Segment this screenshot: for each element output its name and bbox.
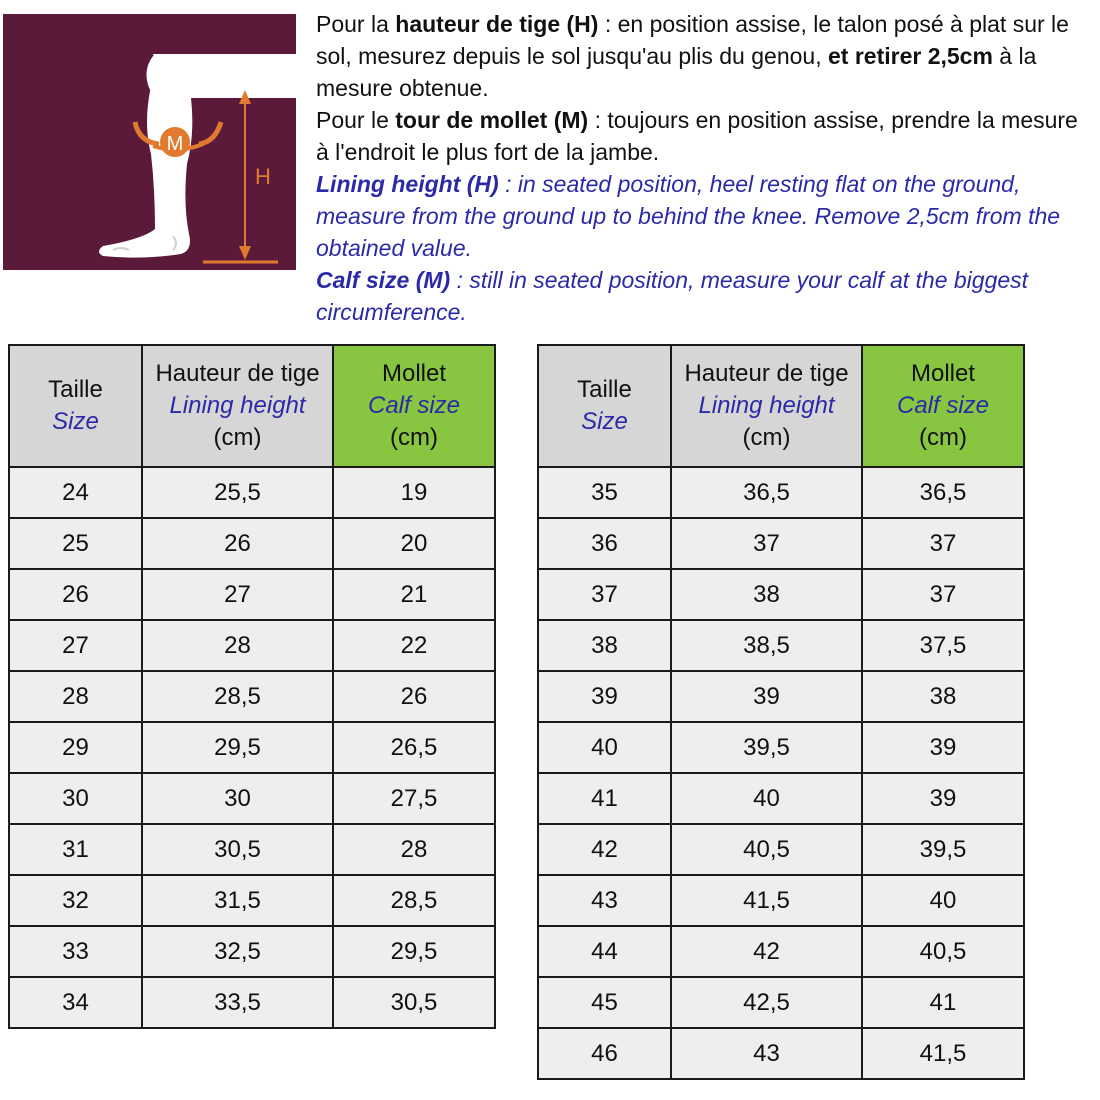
calf-cell: 41 — [862, 977, 1024, 1028]
table-row — [9, 620, 495, 671]
height-cell: 43 — [671, 1028, 862, 1079]
calf-cell: 38 — [862, 671, 1024, 722]
size-table-left — [8, 344, 496, 1029]
measurement-instructions — [316, 8, 1096, 328]
calf-cell: 36,5 — [862, 467, 1024, 518]
table-row — [538, 620, 1024, 671]
table-row — [9, 977, 495, 1028]
calf-cell: 37 — [862, 569, 1024, 620]
height-cell: 38,5 — [671, 620, 862, 671]
table-row — [538, 926, 1024, 977]
height-cell: 42,5 — [671, 977, 862, 1028]
table-row — [538, 722, 1024, 773]
size-cell: 34 — [9, 977, 142, 1028]
height-cell: 31,5 — [142, 875, 333, 926]
calf-cell: 39,5 — [862, 824, 1024, 875]
size-cell: 39 — [538, 671, 671, 722]
fr-height-instruction: Pour la hauteur de tige (H) : en position assise, le talon posé à plat sur le sol, mesurez depuis le sol jusqu'au plis du genou, et retirer 2,5cm à la mesure obtenue. — [316, 11, 1069, 101]
table-row — [538, 467, 1024, 518]
size-cell: 27 — [9, 620, 142, 671]
size-cell: 36 — [538, 518, 671, 569]
table-row — [9, 518, 495, 569]
calf-cell: 22 — [333, 620, 495, 671]
size-table-right — [537, 344, 1025, 1080]
size-cell: 40 — [538, 722, 671, 773]
height-cell: 25,5 — [142, 467, 333, 518]
size-cell: 33 — [9, 926, 142, 977]
calf-cell: 26,5 — [333, 722, 495, 773]
height-cell: 27 — [142, 569, 333, 620]
calf-cell: 39 — [862, 722, 1024, 773]
calf-cell: 29,5 — [333, 926, 495, 977]
size-cell: 45 — [538, 977, 671, 1028]
size-cell: 42 — [538, 824, 671, 875]
size-column-header: Taille Size — [9, 345, 142, 467]
table-row — [9, 824, 495, 875]
table-row — [538, 875, 1024, 926]
size-cell: 46 — [538, 1028, 671, 1079]
height-cell: 42 — [671, 926, 862, 977]
calf-cell: 26 — [333, 671, 495, 722]
size-cell: 26 — [9, 569, 142, 620]
calf-cell: 40,5 — [862, 926, 1024, 977]
height-column-header: Hauteur de tige Lining height (cm) — [671, 345, 862, 467]
calf-cell: 27,5 — [333, 773, 495, 824]
height-cell: 38 — [671, 569, 862, 620]
height-cell: 32,5 — [142, 926, 333, 977]
height-cell: 40 — [671, 773, 862, 824]
fr-calf-instruction: Pour le tour de mollet (M) : toujours en position assise, prendre la mesure à l'endroit le plus fort de la jambe. — [316, 107, 1078, 165]
calf-cell: 37 — [862, 518, 1024, 569]
height-marker-label: H — [255, 164, 271, 189]
size-cell: 24 — [9, 467, 142, 518]
table-row — [9, 875, 495, 926]
leg-measurement-illustration — [3, 14, 296, 270]
calf-cell: 40 — [862, 875, 1024, 926]
table-row — [9, 467, 495, 518]
en-height-instruction: Lining height (H) : in seated position, heel resting flat on the ground, measure from the ground up to behind the knee. Remove 2,5cm from the obtained value. — [316, 171, 1061, 261]
height-cell: 30,5 — [142, 824, 333, 875]
size-cell: 35 — [538, 467, 671, 518]
height-cell: 30 — [142, 773, 333, 824]
calf-column-header: Mollet Calf size (cm) — [862, 345, 1024, 467]
size-cell: 28 — [9, 671, 142, 722]
calf-cell: 28,5 — [333, 875, 495, 926]
table-row — [538, 518, 1024, 569]
calf-cell: 39 — [862, 773, 1024, 824]
height-cell: 39,5 — [671, 722, 862, 773]
height-cell: 26 — [142, 518, 333, 569]
height-cell: 29,5 — [142, 722, 333, 773]
size-cell: 37 — [538, 569, 671, 620]
height-column-header: Hauteur de tige Lining height (cm) — [142, 345, 333, 467]
table-row — [538, 569, 1024, 620]
en-calf-instruction: Calf size (M) : still in seated position, measure your calf at the biggest circumference. — [316, 267, 1029, 325]
size-cell: 41 — [538, 773, 671, 824]
calf-marker-label: M — [166, 133, 184, 155]
table-row — [538, 671, 1024, 722]
lower-leg-shape — [99, 86, 192, 258]
leg-icon — [3, 14, 296, 270]
table-row — [9, 722, 495, 773]
calf-cell: 37,5 — [862, 620, 1024, 671]
table-row — [9, 926, 495, 977]
size-cell: 29 — [9, 722, 142, 773]
calf-cell: 20 — [333, 518, 495, 569]
table-row — [538, 1028, 1024, 1079]
height-cell: 39 — [671, 671, 862, 722]
size-cell: 38 — [538, 620, 671, 671]
height-cell: 41,5 — [671, 875, 862, 926]
height-cell: 33,5 — [142, 977, 333, 1028]
size-cell: 43 — [538, 875, 671, 926]
height-cell: 28,5 — [142, 671, 333, 722]
calf-cell: 30,5 — [333, 977, 495, 1028]
table-row — [9, 671, 495, 722]
height-cell: 28 — [142, 620, 333, 671]
height-cell: 37 — [671, 518, 862, 569]
table-row — [538, 977, 1024, 1028]
table-row — [9, 773, 495, 824]
size-column-header: Taille Size — [538, 345, 671, 467]
calf-cell: 41,5 — [862, 1028, 1024, 1079]
size-cell: 30 — [9, 773, 142, 824]
table-row — [9, 569, 495, 620]
calf-cell: 19 — [333, 467, 495, 518]
size-cell: 44 — [538, 926, 671, 977]
size-cell: 31 — [9, 824, 142, 875]
table-row — [538, 824, 1024, 875]
calf-cell: 21 — [333, 569, 495, 620]
height-cell: 40,5 — [671, 824, 862, 875]
size-cell: 25 — [9, 518, 142, 569]
size-cell: 32 — [9, 875, 142, 926]
table-row — [538, 773, 1024, 824]
calf-column-header: Mollet Calf size (cm) — [333, 345, 495, 467]
height-cell: 36,5 — [671, 467, 862, 518]
calf-cell: 28 — [333, 824, 495, 875]
